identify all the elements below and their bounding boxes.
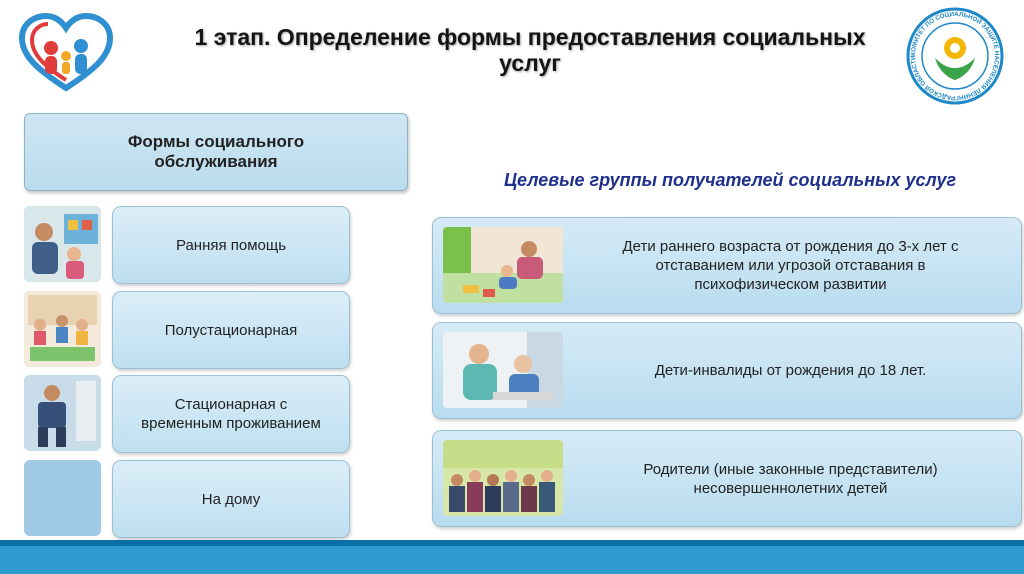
stationary-photo [24,375,101,451]
group-parents [432,430,1022,527]
form-semi-stationary: Полустационарная [112,291,350,369]
forms-header-box [24,113,408,191]
disabled-children-photo [443,332,563,408]
group-disabled-children [432,322,1022,419]
group-early-age-children [432,217,1022,314]
form-at-home: На дому [112,460,350,538]
bottom-accent-stripe [0,540,1024,546]
forms-header-label: Формы социального обслуживания [127,132,305,171]
emblem-ring-text: КОМИТЕТ ПО СОЦИАЛЬНОЙ ЗАЩИТЕ НАСЕЛЕНИЯ ЛЕНИНГРАДСКОЙ ОБЛАСТИ [909,10,1001,102]
group-disabled-children-text: Дети-инвалиды от рождения до 18 лет. [654,362,927,379]
target-groups-title: Целевые группы получателей социальных услуг [503,170,957,190]
form-stationary-temporary: Стационарная с временным проживанием [112,375,350,453]
early-age-children-photo [443,227,563,303]
parents-photo [443,440,563,516]
early-help-photo [24,206,101,282]
home-care-photo-placeholder [24,460,101,536]
group-parents-text: Родители (иные законные представители) несовершеннолетних детей [643,460,938,497]
semi-stationary-photo [24,291,101,367]
group-early-age-children-text: Дети раннего возраста от рождения до 3-х лет с отставанием или угрозой отставания в психофизическом развитии [622,238,959,293]
bottom-accent-bar [0,540,1024,574]
form-early-help: Ранняя помощь [112,206,350,284]
page-title: 1 этап. Определение формы предоставления социальных услуг [194,24,866,76]
family-hearts-logo-icon [18,12,114,92]
social-protection-committee-emblem-icon [905,6,1005,106]
